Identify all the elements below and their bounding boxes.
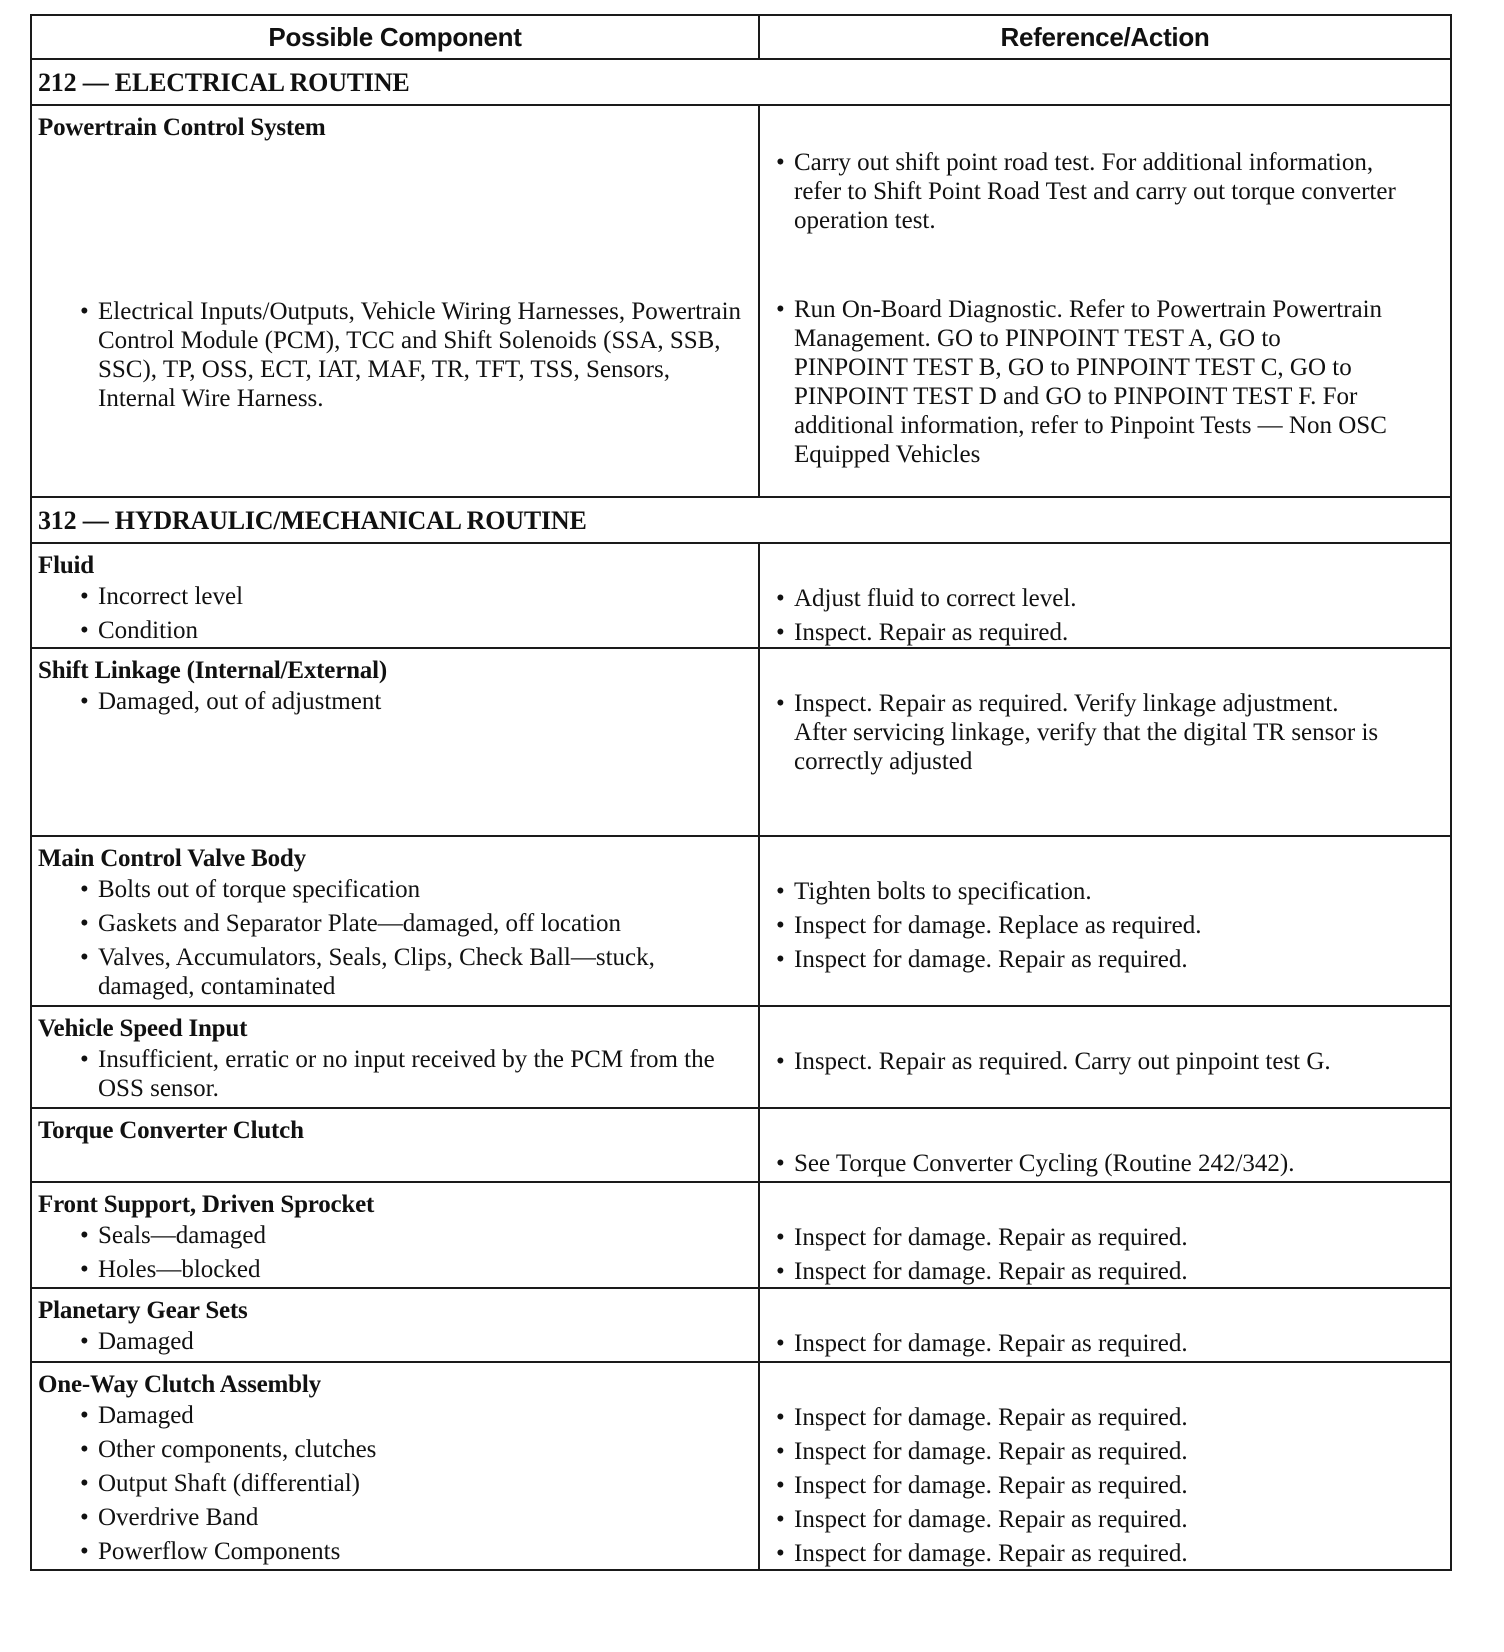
- action-item: • Run On-Board Diagnostic. Refer to Powertrain Powertrain Management. GO to PINPOINT TEST A, GO to PINPOINT TEST B, GO to PINPOINT TEST C, GO to PINPOINT TEST D and GO to PINPOINT TEST F. For additional information, refer to Pinpoint Tests — Non OSC Equipped Vehicles: [772, 295, 1394, 469]
- group-title-shift-linkage: Shift Linkage (Internal/External): [38, 657, 387, 684]
- group-row-fluid: [31, 543, 1451, 648]
- group-title-main-control-valve-body: Main Control Valve Body: [38, 845, 306, 872]
- component-item: • Overdrive Band: [76, 1503, 750, 1532]
- group-title-planetary-gear-sets: Planetary Gear Sets: [38, 1297, 248, 1324]
- group-row-powertrain-control-system: [31, 105, 1451, 497]
- component-item: • Damaged, out of adjustment: [76, 687, 750, 716]
- action-item: • Inspect for damage. Repair as required.: [772, 1437, 1442, 1466]
- group-row-main-control-valve-body: [31, 836, 1451, 1006]
- group-title-one-way-clutch-assembly: One-Way Clutch Assembly: [38, 1371, 321, 1398]
- action-cell: [759, 1182, 1451, 1288]
- action-item: • Inspect for damage. Repair as required.: [772, 945, 1442, 974]
- component-item: • Holes—blocked: [76, 1255, 750, 1284]
- action-item: • Inspect for damage. Repair as required.: [772, 1539, 1442, 1568]
- component-cell: [31, 543, 759, 648]
- component-item: • Bolts out of torque specification: [76, 875, 750, 904]
- component-cell: [31, 1182, 759, 1288]
- action-cell: [759, 1362, 1451, 1570]
- group-title-fluid: Fluid: [38, 552, 94, 579]
- section-title-hydraulic-mechanical: 312 — HYDRAULIC/MECHANICAL ROUTINE: [31, 497, 1451, 543]
- component-cell: [31, 836, 759, 1006]
- component-item: • Output Shaft (differential): [76, 1469, 750, 1498]
- action-item: • Inspect for damage. Repair as required.: [772, 1329, 1442, 1358]
- action-item: • Inspect. Repair as required.: [772, 618, 1442, 647]
- action-item: • Inspect. Repair as required. Carry out pinpoint test G.: [772, 1047, 1442, 1076]
- action-item: • Inspect for damage. Repair as required.: [772, 1257, 1442, 1286]
- group-row-planetary-gear-sets: [31, 1288, 1451, 1362]
- group-row-vehicle-speed-input: [31, 1006, 1451, 1108]
- action-cell: [759, 1108, 1451, 1182]
- section-row-electrical: [31, 59, 1451, 105]
- group-row-front-support-driven-sprocket: [31, 1182, 1451, 1288]
- component-cell: [31, 1006, 759, 1108]
- action-item: • Inspect. Repair as required. Verify linkage adjustment. After servicing linkage, verify that the digital TR sensor is correctly adjusted: [772, 689, 1394, 776]
- action-cell: [759, 543, 1451, 648]
- action-item: • See Torque Converter Cycling (Routine 242/342).: [772, 1149, 1442, 1178]
- component-cell: [31, 1108, 759, 1182]
- action-item: • Inspect for damage. Replace as required.: [772, 911, 1442, 940]
- section-row-hydraulic-mechanical: [31, 497, 1451, 543]
- header-reference-action: Reference/Action: [759, 15, 1451, 59]
- component-item: • Other components, clutches: [76, 1435, 750, 1464]
- table-header-row: [31, 15, 1451, 59]
- action-cell: [759, 105, 1451, 497]
- component-item: • Condition: [76, 616, 750, 645]
- component-cell: [31, 105, 759, 497]
- section-title-electrical: 212 — ELECTRICAL ROUTINE: [31, 59, 1451, 105]
- group-row-shift-linkage: [31, 648, 1451, 836]
- group-title-vehicle-speed-input: Vehicle Speed Input: [38, 1015, 248, 1042]
- component-item: • Electrical Inputs/Outputs, Vehicle Wiring Harnesses, Powertrain Control Module (PCM), TCC and Shift Solenoids (SSA, SSB, SSC), TP, OSS, ECT, IAT, MAF, TR, TFT, TSS, Sensors, Internal Wire Harness.: [76, 297, 750, 413]
- component-cell: [31, 1288, 759, 1362]
- action-item: • Adjust fluid to correct level.: [772, 584, 1442, 613]
- action-cell: [759, 648, 1451, 836]
- component-item: • Insufficient, erratic or no input received by the PCM from the OSS sensor.: [76, 1045, 738, 1103]
- action-cell: [759, 836, 1451, 1006]
- component-item: • Damaged: [76, 1401, 750, 1430]
- component-cell: [31, 648, 759, 836]
- group-row-torque-converter-clutch: [31, 1108, 1451, 1182]
- group-title-powertrain-control-system: Powertrain Control System: [38, 114, 326, 141]
- group-title-front-support-driven-sprocket: Front Support, Driven Sprocket: [38, 1191, 375, 1218]
- component-cell: [31, 1362, 759, 1570]
- action-cell: [759, 1288, 1451, 1362]
- action-item: • Inspect for damage. Repair as required.: [772, 1505, 1442, 1534]
- action-item: • Tighten bolts to specification.: [772, 877, 1442, 906]
- action-item: • Inspect for damage. Repair as required.: [772, 1471, 1442, 1500]
- header-possible-component: Possible Component: [31, 15, 759, 59]
- action-item: • Inspect for damage. Repair as required.: [772, 1223, 1442, 1252]
- group-title-torque-converter-clutch: Torque Converter Clutch: [38, 1117, 304, 1144]
- component-item: • Seals—damaged: [76, 1221, 750, 1250]
- diagnosis-table: [30, 14, 1452, 1571]
- action-item: • Carry out shift point road test. For additional information, refer to Shift Point Road Test and carry out torque converter operation test.: [772, 148, 1414, 235]
- component-item: • Incorrect level: [76, 582, 750, 611]
- component-item: • Gaskets and Separator Plate—damaged, off location: [76, 909, 750, 938]
- action-item: • Inspect for damage. Repair as required.: [772, 1403, 1442, 1432]
- diagnosis-table-sheet: [30, 14, 1450, 1571]
- component-item: • Damaged: [76, 1327, 750, 1356]
- component-item: • Valves, Accumulators, Seals, Clips, Check Ball—stuck, damaged, contaminated: [76, 943, 718, 1001]
- component-item: • Powerflow Components: [76, 1537, 750, 1566]
- group-row-one-way-clutch-assembly: [31, 1362, 1451, 1570]
- action-cell: [759, 1006, 1451, 1108]
